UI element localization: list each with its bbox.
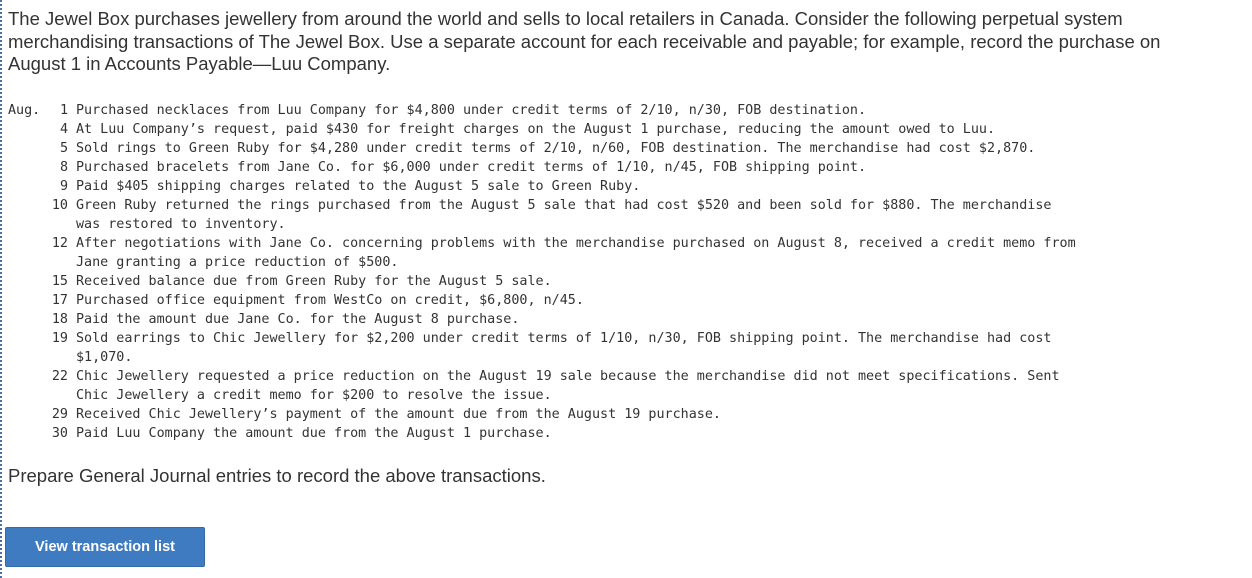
question-instruction: Prepare General Journal entries to record the above transactions. (8, 465, 546, 486)
transaction-day: 30 (51, 426, 68, 441)
question-left-border (0, 0, 2, 578)
transaction-row (8, 424, 1196, 443)
transaction-row (8, 139, 1196, 158)
transaction-month: Aug. (8, 103, 41, 118)
transaction-description: Purchased office equipment from WestCo on credit, $6,800, n/45. (76, 293, 584, 308)
question-container (8, 0, 1244, 486)
transaction-description: Green Ruby returned the rings purchased from the August 5 sale that had cost $520 and been sold for $880. The merchandise was restored to inventory. (76, 198, 1052, 232)
transaction-day: 15 (51, 274, 68, 289)
transaction-list (8, 101, 1196, 443)
transaction-row (8, 234, 1196, 272)
transaction-row (8, 196, 1196, 234)
transaction-row (8, 367, 1196, 405)
transaction-description: At Luu Company’s request, paid $430 for freight charges on the August 1 purchase, reducing the amount owed to Luu. (76, 122, 996, 137)
transaction-day: 22 (51, 369, 68, 384)
transaction-day: 8 (59, 160, 68, 175)
transaction-day: 10 (51, 198, 68, 213)
transaction-description: Paid $405 shipping charges related to the August 5 sale to Green Ruby. (76, 179, 641, 194)
transaction-row (8, 310, 1196, 329)
transaction-description: After negotiations with Jane Co. concerning problems with the merchandise purchased on August 8, received a credit memo from Jane granting a price reduction of $500. (76, 236, 1076, 270)
transaction-day: 17 (51, 293, 68, 308)
view-transaction-list-button[interactable]: View transaction list (5, 527, 205, 567)
transaction-row (8, 272, 1196, 291)
question-intro: The Jewel Box purchases jewellery from around the world and sells to local retailers in Canada. Consider the following perpetual system merchandising transactions of The Jewel Box. Use a separate account for each receivable and payable; for example, record the purchase on August 1 in Accounts Payable—Luu Company. (8, 8, 1161, 74)
transaction-row (8, 177, 1196, 196)
transaction-row (8, 291, 1196, 310)
transaction-description: Purchased bracelets from Jane Co. for $6,000 under credit terms of 1/10, n/45, FOB shipping point. (76, 160, 867, 175)
transaction-day: 9 (59, 179, 68, 194)
transaction-day: 19 (51, 331, 68, 346)
transaction-description: Purchased necklaces from Luu Company for $4,800 under credit terms of 2/10, n/30, FOB destination. (76, 103, 867, 118)
transaction-description: Sold rings to Green Ruby for $4,280 under credit terms of 2/10, n/60, FOB destination. The merchandise had cost $2,870. (76, 141, 1036, 156)
transaction-day: 29 (51, 407, 68, 422)
transaction-row (8, 120, 1196, 139)
transaction-day: 12 (51, 236, 68, 251)
transaction-row (8, 329, 1196, 367)
transaction-row (8, 405, 1196, 424)
transaction-day: 5 (59, 141, 68, 156)
transaction-row (8, 158, 1196, 177)
transaction-row (8, 101, 1196, 120)
transaction-day: 4 (59, 122, 68, 137)
transaction-description: Received Chic Jewellery’s payment of the amount due from the August 19 purchase. (76, 407, 721, 422)
transaction-description: Sold earrings to Chic Jewellery for $2,200 under credit terms of 1/10, n/30, FOB shipping point. The merchandise had cost $1,070. (76, 331, 1052, 365)
transaction-day: 1 (59, 103, 68, 118)
transaction-description: Chic Jewellery requested a price reduction on the August 19 sale because the merchandise did not meet specifications. Sent Chic Jewellery a credit memo for $200 to resolve the issue. (76, 369, 1060, 403)
transaction-day: 18 (51, 312, 68, 327)
transaction-description: Paid Luu Company the amount due from the August 1 purchase. (76, 426, 552, 441)
transaction-description: Paid the amount due Jane Co. for the August 8 purchase. (76, 312, 520, 327)
transaction-description: Received balance due from Green Ruby for the August 5 sale. (76, 274, 552, 289)
